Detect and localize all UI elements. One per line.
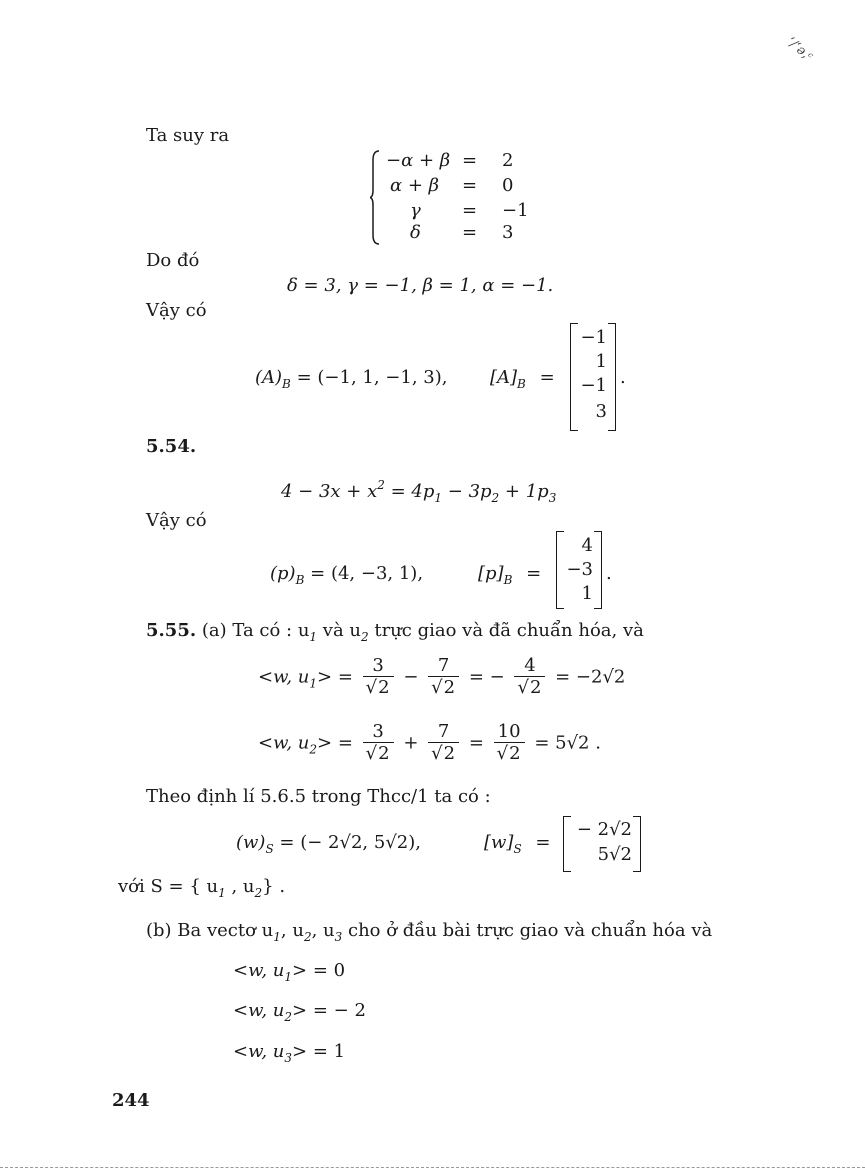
matrix-entry: −1 bbox=[580, 375, 607, 396]
page-bottom-rule bbox=[0, 1167, 865, 1168]
basis-definition: với S = { $u_1$ , $u_2$} . bbox=[118, 876, 286, 900]
coord-vector-w-matrix bbox=[563, 816, 641, 872]
trailing-period: . bbox=[620, 367, 626, 388]
matrix-entry: 4 bbox=[581, 535, 593, 556]
system-row-3: γ = −1 bbox=[410, 200, 529, 221]
inner-product-row: <w, $u_3> = 1$ bbox=[233, 1041, 346, 1065]
matrix-entry: −1 bbox=[580, 327, 607, 348]
inner-product-u2: <w, $u_2>$ = $\frac{3}{√2}$ + $\frac{7}{√2}$ = $\frac{10}{√2}$ = 5√2 . bbox=[258, 721, 601, 764]
solution-line: δ = 3, γ = −1, β = 1, α = −1. bbox=[287, 275, 554, 296]
problem-label-5-54: 5.54. bbox=[146, 436, 197, 457]
fraction: $\frac{3}{√2}$ bbox=[363, 722, 394, 765]
theorem-reference: Theo định lí 5.6.5 trong Thcc/1 ta có : bbox=[146, 786, 491, 807]
matrix-entry: 1 bbox=[581, 583, 593, 604]
fraction: $\frac{3}{√2}$ bbox=[363, 656, 394, 699]
page-number: 244 bbox=[112, 1090, 150, 1111]
inner-product-u1: <w, $u_1>$ = $\frac{3}{√2}$ − $\frac{7}{√2}$ = − $\frac{4}{√2}$ = −2√2 bbox=[258, 655, 626, 698]
inner-product-row: <w, $u_1> = 0$ bbox=[233, 960, 346, 984]
matrix-entry: 5√2 bbox=[597, 844, 632, 865]
polynomial-equation: $4 - 3x + x^2 = 4p_1 - 3p_2 + 1p_3$ bbox=[281, 478, 557, 505]
matrix-entry: 3 bbox=[595, 401, 607, 422]
matrix-entry: −3 bbox=[566, 559, 593, 580]
do-do-text: Do đó bbox=[146, 250, 200, 271]
matrix-entry: − 2√2 bbox=[576, 819, 632, 840]
coord-vector-A-label: $[A]_B$ = bbox=[490, 367, 555, 391]
coord-tuple-A: $(A)_B = (-1$, 1, −1, 3), bbox=[255, 367, 448, 391]
inner-product-row: <w, $u_2>$ = − 2 bbox=[233, 1000, 366, 1024]
fraction: $\frac{7}{√2}$ bbox=[428, 722, 459, 765]
coord-vector-A-matrix bbox=[570, 323, 616, 431]
coord-vector-w-label: $[w]_S$ = bbox=[484, 832, 551, 856]
matrix-entry: 1 bbox=[595, 351, 607, 372]
fraction: $\frac{4}{√2}$ bbox=[514, 656, 545, 699]
fraction: $\frac{7}{√2}$ bbox=[428, 656, 459, 699]
intro-text: Ta suy ra bbox=[146, 125, 230, 146]
problem-5-55-part-b: (b) Ba vectơ $u_1$, $u_2$, $u_3$ cho ở đầu bài trực giao và chuẩn hóa và bbox=[146, 920, 713, 944]
system-row-1: −α + β = 2 bbox=[386, 150, 514, 171]
coord-tuple-p: $(p)_B = (4$, −3, 1), bbox=[270, 563, 424, 587]
coord-vector-p-matrix bbox=[556, 531, 602, 609]
problem-5-55-part-a: 5.55. (a) Ta có : $u_1$ và $u_2$ trực giao và đã chuẩn hóa, và bbox=[146, 620, 644, 644]
corner-handwritten-mark: ʻ/ʻə,ᶜ bbox=[783, 34, 816, 65]
vay-co-text-2: Vậy có bbox=[146, 510, 207, 531]
vay-co-text-1: Vậy có bbox=[146, 300, 207, 321]
fraction: $\frac{10}{√2}$ bbox=[494, 722, 525, 765]
coord-tuple-w: $(w)_S$ = (− 2√2, 5√2), bbox=[236, 832, 421, 856]
coord-vector-p-label: $[p]_B$ = bbox=[478, 563, 542, 587]
trailing-period: . bbox=[606, 563, 612, 584]
system-row-2: α + β = 0 bbox=[390, 175, 514, 196]
system-row-4: δ = 3 bbox=[410, 222, 514, 243]
left-brace-icon bbox=[370, 150, 380, 245]
